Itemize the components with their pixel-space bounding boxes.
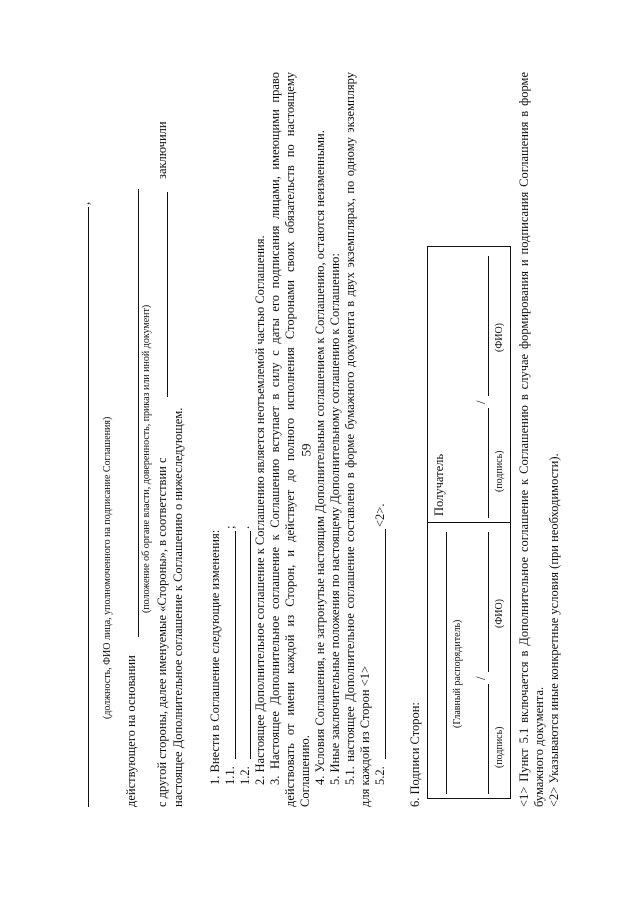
left-title-caption: (Главный распорядитель) bbox=[452, 619, 463, 728]
item-1 bbox=[208, 72, 223, 807]
left-slash: / bbox=[474, 676, 488, 680]
item-1-1-label: 1.1. bbox=[223, 766, 237, 785]
concluded-text: заключили bbox=[155, 121, 169, 179]
footnotes bbox=[517, 72, 562, 807]
item-1-1: 1.1. ; bbox=[223, 525, 237, 785]
acting-basis-text: действующего на основании bbox=[124, 655, 138, 807]
intro-end-line bbox=[170, 72, 188, 807]
item-5: 5. Иные заключительные положения по настоящему Дополнительному соглашению к Соглашению: bbox=[328, 253, 342, 785]
item-5-2-label: 5.2. bbox=[373, 766, 387, 785]
footnote-2: <2> Указываются иные конкретные условия (при необходимости). bbox=[547, 453, 561, 807]
basis-caption: (положение об органе власти, доверенность, приказ или иной документ) bbox=[141, 304, 152, 613]
left-sign-line bbox=[488, 684, 489, 794]
right-sign-caption: (подпись) bbox=[494, 450, 505, 492]
left-name-caption: (ФИО) bbox=[494, 598, 505, 628]
left-name-line bbox=[488, 532, 489, 672]
parties-line bbox=[153, 72, 170, 807]
right-name-caption: (ФИО) bbox=[494, 322, 505, 352]
item-1-2-label: 1.2. bbox=[238, 766, 252, 785]
fio-caption-line bbox=[104, 72, 118, 807]
item-3: 3. Настоящее Дополнительное соглашение к Соглашению вступает в силу с даты его подписания лицами, имеющими право действовать от имени каждой из Сторон, и действует до полного исполнения Сторонами своих обязательств по настоящему Соглашению. bbox=[268, 72, 312, 807]
item-1-1-blank bbox=[235, 531, 236, 759]
fio-caption: (должность, ФИО лица, уполномоченного на подписание Соглашения) bbox=[102, 416, 113, 719]
page-number: 59 bbox=[298, 443, 314, 457]
item-1-2: 1.2. . bbox=[238, 525, 252, 785]
signatures-table bbox=[427, 246, 511, 799]
item-5-2-blank bbox=[385, 529, 386, 759]
item-6-text: 6. Подписи Сторон: bbox=[408, 702, 422, 807]
signature-cell-right bbox=[428, 247, 511, 523]
footnote-1: <1> Пункт 5.1 включается в Дополнительное соглашение к Соглашению в случае формирования и подписания Соглашения в форме бумажного документа. bbox=[517, 72, 546, 807]
fio-underline bbox=[88, 207, 89, 807]
signature-cell-left bbox=[428, 523, 511, 799]
item-5-2 bbox=[373, 72, 388, 807]
basis-line bbox=[118, 72, 140, 807]
basis-caption-line bbox=[140, 72, 153, 807]
right-name-line bbox=[488, 256, 489, 396]
right-slash: / bbox=[474, 400, 488, 404]
other-party-text: с другой стороны, далее именуемые «Стороны», в соответствии с bbox=[155, 457, 169, 807]
item-5-1: 5.1. настоящее Дополнительное соглашение составлено в форме бумажного документа в двух экземплярах, по одному экземпляру для каждой из Сторон <1> bbox=[343, 72, 372, 807]
fio-line: , bbox=[78, 72, 104, 807]
item-5-2-note: <2>. bbox=[373, 503, 387, 527]
item-4: 4. Условия Соглашения, не затронутые настоящим Дополнительным соглашением к Соглашению, остаются неизменными. bbox=[313, 130, 327, 785]
intro-end-text: настоящее Дополнительное соглашение к Соглашению о нижеследующем. bbox=[171, 407, 185, 807]
item-6 bbox=[408, 72, 423, 807]
right-title: Получатель bbox=[432, 453, 446, 516]
agreement-body bbox=[78, 72, 562, 807]
left-sign-caption: (подпись) bbox=[494, 726, 505, 768]
left-title-line bbox=[446, 532, 447, 794]
item-1-text: 1. Внести в Соглашение следующие изменения: bbox=[208, 529, 222, 785]
item-2: 2. Настоящее Дополнительное соглашение к Соглашению является неотъемлемой частью Соглашения. bbox=[253, 235, 267, 785]
item-1-2-blank bbox=[250, 531, 251, 759]
parties-underline bbox=[167, 192, 168, 397]
right-sign-line bbox=[488, 408, 489, 518]
